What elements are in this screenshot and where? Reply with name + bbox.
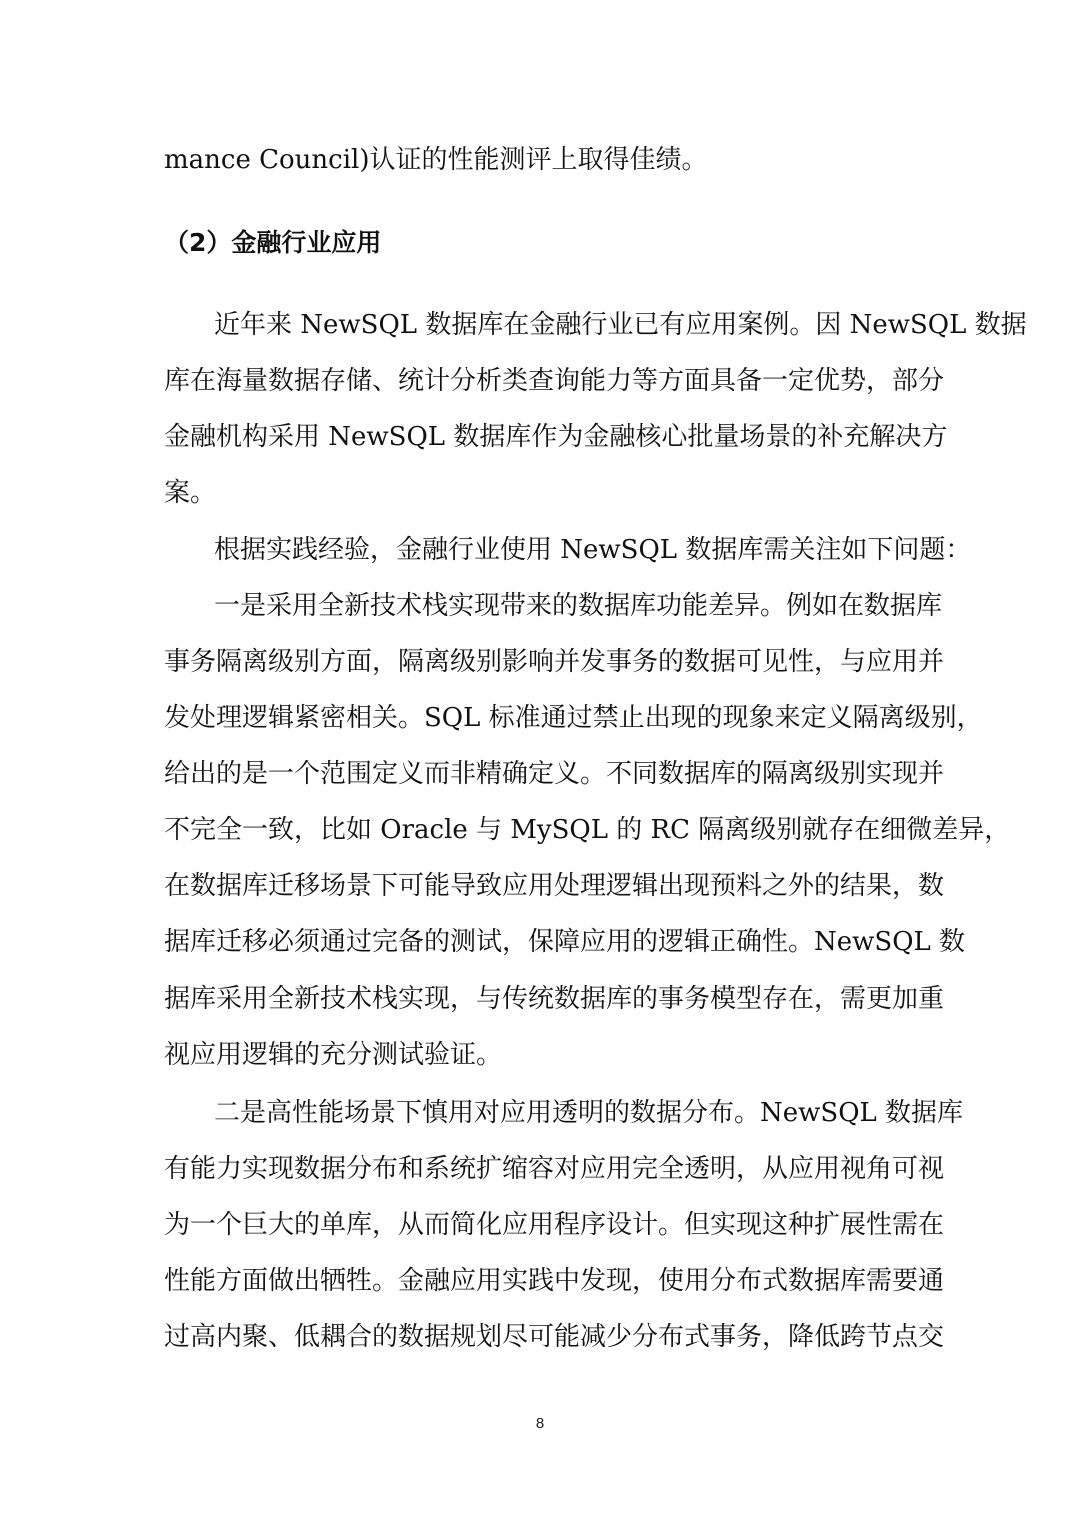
paragraph-line: 事务隔离级别方面，隔离级别影响并发事务的数据可见性，与应用并 (164, 647, 945, 677)
paragraph-line: 二是高性能场景下慎用对应用透明的数据分布。NewSQL 数据库 (214, 1098, 964, 1128)
paragraph-line: 金融机构采用 NewSQL 数据库作为金融核心批量场景的补充解决方 (164, 422, 948, 452)
paragraph-line: 不完全一致，比如 Oracle 与 MySQL 的 RC 隔离级别就存在细微差异， (164, 815, 1011, 845)
section-heading: （2）金融行业应用 (164, 228, 382, 257)
page-number: 8 (535, 1415, 545, 1432)
paragraph-line: 根据实践经验，金融行业使用 NewSQL 数据库需关注如下问题： (214, 535, 972, 565)
paragraph-line: 库在海量数据存储、统计分析类查询能力等方面具备一定优势，部分 (164, 366, 945, 396)
paragraph-line: 有能力实现数据分布和系统扩缩容对应用完全透明，从应用视角可视 (164, 1154, 945, 1184)
paragraph-line: 据库采用全新技术栈实现，与传统数据库的事务模型存在，需更加重 (164, 984, 945, 1014)
paragraph-line: 案。 (164, 478, 217, 508)
intro-line: mance Council)认证的性能测评上取得佳绩。 (164, 145, 708, 175)
paragraph-line: 在数据库迁移场景下可能导致应用处理逻辑出现预料之外的结果，数 (164, 871, 945, 901)
paragraph-line: 性能方面做出牺牲。金融应用实践中发现，使用分布式数据库需要通 (164, 1266, 945, 1296)
paragraph-line: 据库迁移必须通过完备的测试，保障应用的逻辑正确性。NewSQL 数 (164, 927, 966, 957)
paragraph-line: 为一个巨大的单库，从而简化应用程序设计。但实现这种扩展性需在 (164, 1210, 945, 1240)
paragraph-line: 视应用逻辑的充分测试验证。 (164, 1040, 503, 1070)
paragraph-line: 过高内聚、低耦合的数据规划尽可能减少分布式事务，降低跨节点交 (164, 1322, 945, 1352)
paragraph-line: 发处理逻辑紧密相关。SQL 标准通过禁止出现的现象来定义隔离级别， (164, 703, 983, 733)
paragraph-line: 给出的是一个范围定义而非精确定义。不同数据库的隔离级别实现并 (164, 759, 945, 789)
paragraph-line: 近年来 NewSQL 数据库在金融行业已有应用案例。因 NewSQL 数据 (214, 310, 1027, 340)
paragraph-line: 一是采用全新技术栈实现带来的数据库功能差异。例如在数据库 (214, 591, 943, 621)
